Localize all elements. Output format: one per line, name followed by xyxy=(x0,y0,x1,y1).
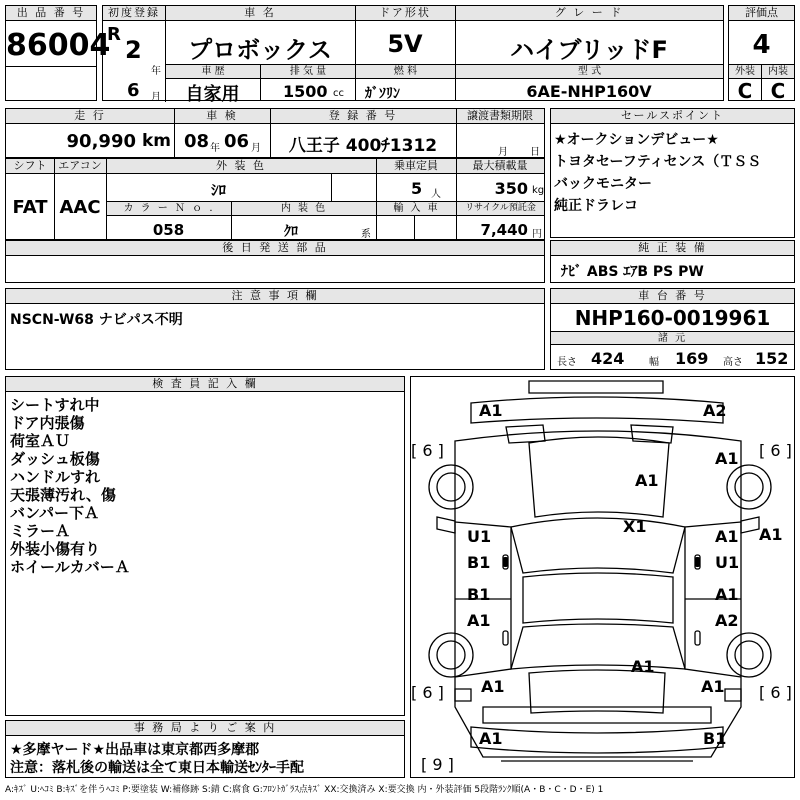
car-diagram xyxy=(411,377,794,777)
inspection-month-unit: 月 xyxy=(251,143,261,154)
spec-box xyxy=(5,158,545,240)
inspection-month: 06 xyxy=(224,131,250,152)
recycle-value: 7,440 xyxy=(480,221,528,239)
chassis-box xyxy=(550,288,795,370)
roof-outline xyxy=(523,573,673,623)
mark-left-rear-door-1: B1 xyxy=(467,585,491,604)
tire-rear-left: [ 6 ] xyxy=(411,683,444,702)
caution-label: 注 意 事 項 欄 xyxy=(6,289,544,304)
right-rear-handle xyxy=(695,631,700,645)
inspector-note-5: ハンドルすれ xyxy=(10,468,101,486)
max-load-unit: kg xyxy=(532,185,545,196)
int-color-value: ｸﾛ xyxy=(284,224,298,240)
mark-rear-bumper-right: B1 xyxy=(703,729,727,748)
right-rear-wheel-hub xyxy=(735,641,763,669)
inspector-note-2: ドア内張傷 xyxy=(10,414,85,432)
mark-right-front-door-2: U1 xyxy=(715,553,740,572)
mark-rear-right: A1 xyxy=(701,677,725,696)
inspector-note-3: 荷室ＡＵ xyxy=(10,432,71,450)
length-label: 長さ xyxy=(557,357,577,368)
right-mirror-outline xyxy=(741,517,759,533)
mark-roof: X1 xyxy=(623,517,647,536)
inspection-year-unit: 年 xyxy=(210,143,220,154)
tire-front-right: [ 6 ] xyxy=(759,441,792,460)
inspector-note-7: バンパー下Ａ xyxy=(10,504,99,522)
width-value: 169 xyxy=(675,349,709,368)
fuel-value: ｶﾞｿﾘﾝ xyxy=(365,86,400,102)
aircon-label: エアコン xyxy=(54,159,106,174)
int-score-label: 内装 xyxy=(762,65,794,78)
first-reg-year: 2 xyxy=(125,36,142,64)
lot-box xyxy=(5,5,111,101)
shift-value: FAT xyxy=(12,197,48,218)
mark-hood: A1 xyxy=(635,471,659,490)
rear-window-outline xyxy=(511,624,685,669)
height-value: 152 xyxy=(755,349,789,368)
int-color-unit: 系 xyxy=(361,229,371,240)
transfer-label: 譲渡書類期限 xyxy=(456,109,544,124)
office-box xyxy=(5,720,405,778)
mark-right-rear-door-2: A2 xyxy=(715,611,739,630)
int-score: C xyxy=(770,79,786,103)
inspector-label: 検 査 員 記 入 欄 xyxy=(6,377,404,392)
max-load-value: 350 xyxy=(494,179,528,198)
inspector-note-1: シートすれ中 xyxy=(10,396,100,414)
ext-color-label: 外 装 色 xyxy=(106,159,376,174)
later-parts-label: 後 日 発 送 部 品 xyxy=(6,241,544,256)
selling-points-box xyxy=(550,108,795,238)
specs-label: 諸 元 xyxy=(551,332,794,345)
int-color-label: 内 装 色 xyxy=(232,202,376,215)
ext-color-value: ｼﾛ xyxy=(210,181,226,199)
left-rear-wheel-hub xyxy=(437,641,465,669)
later-parts-box xyxy=(5,240,545,283)
windshield-outline xyxy=(511,518,685,573)
right-rear-wheel xyxy=(727,633,771,677)
oem-equipment-label: 純 正 装 備 xyxy=(551,241,794,256)
history-label: 車 歴 xyxy=(166,65,260,78)
plate-value: 八王子 400ﾁ1312 xyxy=(288,136,438,156)
max-load-label: 最大積載量 xyxy=(456,159,544,174)
mark-left-front-door-1: U1 xyxy=(467,527,492,546)
mark-right-rear-door-1: A1 xyxy=(715,585,739,604)
car-diagram-box xyxy=(410,376,795,778)
right-front-wheel-hub xyxy=(735,473,763,501)
chassis-label: 車 台 番 号 xyxy=(551,289,794,304)
left-mirror-outline xyxy=(437,517,455,533)
selling-point-3: バックモニター xyxy=(554,176,652,192)
left-front-wheel xyxy=(429,465,473,509)
office-line-2: 注意：落札後の輸送は全て東日本輸送ｾﾝﾀｰ手配 xyxy=(10,760,304,776)
caution-value: NSCN-W68 ナビパス不明 xyxy=(10,312,183,328)
caution-box xyxy=(5,288,545,370)
first-reg-era: R xyxy=(107,24,121,45)
transfer-month-unit: 月 xyxy=(498,147,508,158)
doors-value: 5V xyxy=(387,30,423,58)
grade-label: グ レ ー ド xyxy=(455,6,723,21)
transfer-day-unit: 日 xyxy=(530,147,540,158)
mark-cargo: A1 xyxy=(631,657,655,676)
oem-equipment-value: ﾅﾋﾞ ABS ｴｱB PS PW xyxy=(561,264,704,280)
mark-right-mirror: A1 xyxy=(759,525,783,544)
top-info-box xyxy=(102,5,724,105)
first-reg-label: 初度登録 xyxy=(103,6,165,21)
tire-spare: [ 9 ] xyxy=(421,755,454,774)
inspector-note-10: ホイールカバーＡ xyxy=(10,558,130,576)
history-value: 自家用 xyxy=(185,84,240,105)
height-label: 高さ xyxy=(723,357,743,368)
body-outline xyxy=(455,431,741,757)
rear-bumper-wide-outline xyxy=(471,727,723,753)
right-rear-light xyxy=(725,689,741,701)
mark-right-front-door-1: A1 xyxy=(715,527,739,546)
inspection-label: 車 検 xyxy=(174,109,270,124)
left-front-wheel-hub xyxy=(437,473,465,501)
lot-number: 86004 xyxy=(6,28,111,63)
capacity-unit: 人 xyxy=(431,189,441,200)
car-name-label: 車 名 xyxy=(165,6,355,21)
capacity-value: 5 xyxy=(411,179,423,198)
score-label: 評価点 xyxy=(729,6,794,21)
first-reg-month: 6 xyxy=(127,80,140,101)
capacity-label: 乗車定員 xyxy=(376,159,456,174)
mark-rear-bumper-left: A1 xyxy=(479,729,503,748)
selling-point-2: トヨタセーフティセンス（ＴＳＳ xyxy=(554,154,762,170)
score-value: 4 xyxy=(752,30,771,60)
fuel-label: 燃 料 xyxy=(356,65,455,78)
car-name: プロボックス xyxy=(188,36,332,64)
width-label: 幅 xyxy=(649,357,659,368)
ext-score: C xyxy=(737,79,753,103)
color-no-value: 058 xyxy=(152,221,185,239)
color-no-label: カ ラ ー Ｎ ｏ . xyxy=(107,202,231,215)
selling-point-4: 純正ドラレコ xyxy=(554,198,638,214)
left-rear-light xyxy=(455,689,471,701)
mileage-label: 走 行 xyxy=(6,109,174,124)
rear-bumper-outline xyxy=(483,707,711,723)
front-bumper-outline xyxy=(529,381,663,393)
tire-rear-right: [ 6 ] xyxy=(759,683,792,702)
mileage-unit: km xyxy=(142,131,172,151)
grade-value: ハイブリッドF xyxy=(510,36,668,64)
selling-point-1: ★オークションデビュー★ xyxy=(554,132,719,148)
mark-rear-left: A1 xyxy=(481,677,505,696)
office-line-1: ★多摩ヤード★出品車は東京都西多摩郡 xyxy=(10,742,260,758)
mileage-value: 90,990 xyxy=(66,131,136,152)
mark-left-front-door-2: B1 xyxy=(467,553,491,572)
doors-label: ドア形状 xyxy=(355,6,455,21)
right-front-wheel xyxy=(727,465,771,509)
mark-front-left: A1 xyxy=(479,401,503,420)
first-reg-year-unit: 年 xyxy=(151,66,161,77)
mark-right-fender: A1 xyxy=(715,449,739,468)
mark-front-right: A2 xyxy=(703,401,727,420)
legend: A:ｷｽﾞ U:ﾍｺﾐ B:ｷｽﾞを伴うﾍｺﾐ P:要塗装 W:補修跡 S:錆 C:腐食 G:ﾌﾛﾝﾄｶﾞﾗｽ点ｷｽﾞ XX:交換済み X:要交換 内・外装評価 5段階ﾗﾝｸ順(A・B・C・D・E) 1 xyxy=(5,785,604,795)
first-reg-month-unit: 月 xyxy=(151,92,161,103)
inspector-box xyxy=(5,376,405,716)
model-value: 6AE-NHP160V xyxy=(526,82,652,101)
score-box xyxy=(728,5,795,101)
lot-label: 出 品 番 号 xyxy=(6,6,96,21)
mark-left-rear-door-2: A1 xyxy=(467,611,491,630)
left-rear-handle xyxy=(503,631,508,645)
recycle-unit: 円 xyxy=(532,229,542,240)
aircon-value: AAC xyxy=(59,197,101,218)
inspector-note-9: 外装小傷有り xyxy=(10,540,101,558)
tire-front-left: [ 6 ] xyxy=(411,441,444,460)
front-bumper-wide-outline xyxy=(471,397,723,423)
model-label: 型 式 xyxy=(456,65,723,78)
inspector-note-4: ダッシュ板傷 xyxy=(10,450,100,468)
left-rear-wheel xyxy=(429,633,473,677)
inspection-year: 08 xyxy=(184,131,210,152)
mileage-box xyxy=(5,108,545,158)
displacement-label: 排 気 量 xyxy=(261,65,355,78)
plate-label: 登 録 番 号 xyxy=(270,109,456,124)
displacement-value: 1500 xyxy=(283,82,328,101)
length-value: 424 xyxy=(591,349,625,368)
displacement-unit: cc xyxy=(333,88,344,99)
inspector-note-8: ミラーＡ xyxy=(10,522,71,540)
inspector-note-6: 天張薄汚れ、傷 xyxy=(10,486,116,504)
ext-score-label: 外装 xyxy=(729,65,761,78)
shift-label: シフト xyxy=(6,159,54,174)
import-label: 輸 入 車 xyxy=(377,202,456,215)
chassis-value: NHP160-0019961 xyxy=(574,306,771,330)
recycle-label: リサイクル預託金 xyxy=(457,202,544,215)
oem-equipment-box xyxy=(550,240,795,283)
office-label: 事 務 局 よ り ご 案 内 xyxy=(6,721,404,736)
selling-points-label: セールスポイント xyxy=(551,109,794,124)
